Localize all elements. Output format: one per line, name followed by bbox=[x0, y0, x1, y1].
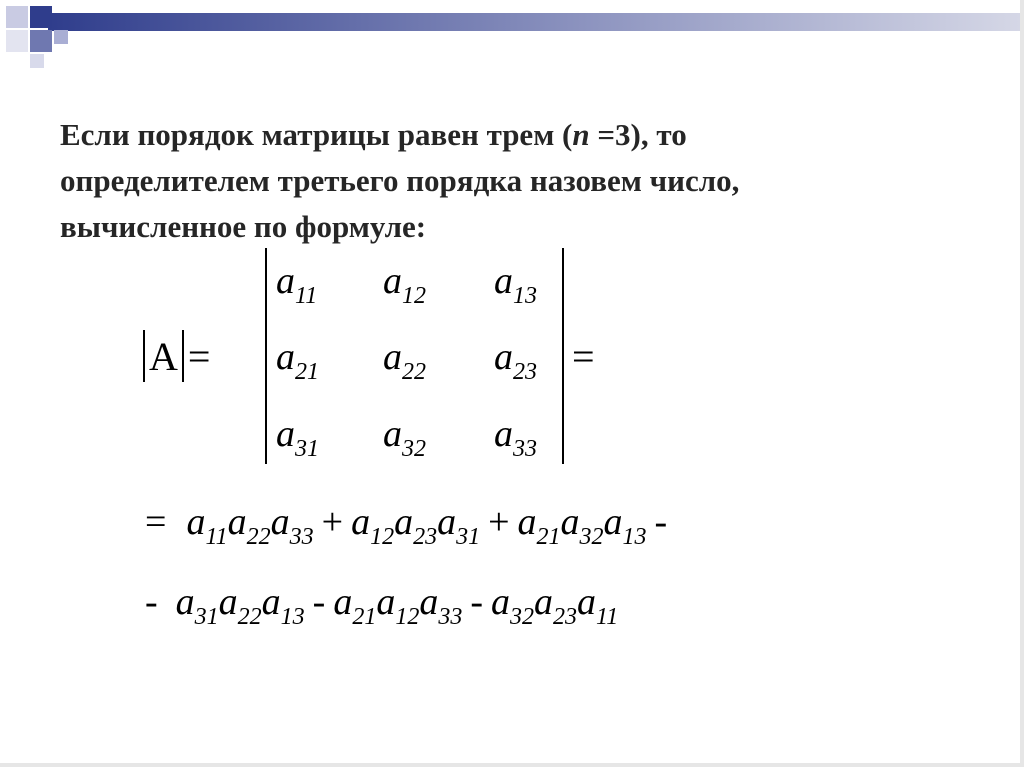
intro-line-1 bbox=[60, 112, 960, 158]
decor-square bbox=[30, 30, 52, 52]
term-base: a bbox=[186, 501, 206, 543]
term-base: a bbox=[394, 501, 414, 543]
cell-subscript: 13 bbox=[513, 283, 537, 309]
term-base: a bbox=[517, 501, 537, 543]
intro-text: =3), то bbox=[589, 117, 687, 152]
intro-paragraph bbox=[60, 112, 960, 250]
product-term bbox=[175, 581, 305, 630]
term-subscript: 32 bbox=[579, 524, 604, 550]
cell-subscript: 12 bbox=[402, 283, 426, 309]
lead-operator: = bbox=[145, 501, 167, 543]
term-base: a bbox=[227, 501, 247, 543]
equals-sign-right: = bbox=[572, 334, 595, 379]
product-term bbox=[333, 581, 463, 630]
matrix-cell bbox=[276, 413, 319, 462]
term-subscript: 32 bbox=[509, 604, 534, 630]
term-base: a bbox=[419, 581, 439, 623]
determinant-label bbox=[143, 330, 210, 382]
intro-text: Если порядок матрицы равен трем ( bbox=[60, 117, 573, 152]
decor-square bbox=[30, 6, 52, 28]
term-subscript: 21 bbox=[352, 604, 377, 630]
term-base: a bbox=[376, 581, 396, 623]
term-base: a bbox=[603, 501, 623, 543]
term-subscript: 11 bbox=[595, 604, 619, 630]
term-subscript: 12 bbox=[395, 604, 420, 630]
term-subscript: 33 bbox=[438, 604, 463, 630]
product-term bbox=[351, 501, 481, 550]
cell-base: a bbox=[383, 336, 402, 378]
product-term bbox=[186, 501, 314, 550]
matrix-cell bbox=[494, 336, 537, 385]
operator: + bbox=[488, 501, 510, 543]
cell-base: a bbox=[276, 336, 295, 378]
term-subscript: 13 bbox=[622, 524, 647, 550]
product-term bbox=[490, 581, 619, 630]
term-base: a bbox=[333, 581, 353, 623]
decor-square bbox=[6, 6, 28, 28]
matrix-cell bbox=[494, 413, 537, 462]
term-subscript: 12 bbox=[370, 524, 395, 550]
operator: - bbox=[470, 581, 483, 623]
cell-base: a bbox=[494, 336, 513, 378]
decor-square bbox=[54, 30, 68, 44]
term-subscript: 21 bbox=[536, 524, 561, 550]
intro-line-2: определителем третьего порядка назовем число, bbox=[60, 163, 740, 198]
lead-operator: - bbox=[145, 581, 158, 623]
term-subscript: 31 bbox=[456, 524, 481, 550]
cell-base: a bbox=[276, 260, 295, 302]
matrix-cell bbox=[383, 260, 426, 309]
term-base: a bbox=[175, 581, 195, 623]
cell-subscript: 23 bbox=[513, 359, 537, 385]
operator: + bbox=[321, 501, 344, 543]
term-subscript: 23 bbox=[552, 604, 577, 630]
cell-base: a bbox=[276, 413, 295, 455]
decor-square bbox=[30, 54, 44, 68]
matrix-cell bbox=[276, 336, 319, 385]
term-base: a bbox=[576, 581, 596, 623]
matrix-cell bbox=[276, 260, 318, 309]
product-term bbox=[517, 501, 647, 550]
intro-line-3: вычисленное по формуле: bbox=[60, 209, 427, 244]
term-base: a bbox=[490, 581, 510, 623]
equals-sign: = bbox=[187, 333, 211, 379]
term-base: a bbox=[218, 581, 238, 623]
term-subscript: 22 bbox=[246, 524, 271, 550]
term-base: a bbox=[270, 501, 290, 543]
cell-subscript: 21 bbox=[295, 359, 319, 385]
expansion-line-2 bbox=[143, 580, 619, 630]
matrix-cell bbox=[383, 413, 426, 462]
term-subscript: 33 bbox=[289, 524, 314, 550]
cell-base: a bbox=[383, 260, 402, 302]
term-base: a bbox=[351, 501, 371, 543]
expansion-line-1 bbox=[143, 500, 675, 550]
cell-subscript: 33 bbox=[513, 436, 537, 462]
determinant-bar-left bbox=[265, 248, 267, 464]
term-subscript: 23 bbox=[413, 524, 438, 550]
term-subscript: 13 bbox=[280, 604, 305, 630]
cell-base: a bbox=[383, 413, 402, 455]
cell-subscript: 32 bbox=[402, 436, 426, 462]
term-base: a bbox=[533, 581, 553, 623]
determinant-bar-right bbox=[562, 248, 564, 464]
header-gradient-bar bbox=[48, 13, 1020, 31]
term-subscript: 31 bbox=[194, 604, 219, 630]
operator: - bbox=[312, 581, 326, 623]
cell-base: a bbox=[494, 413, 513, 455]
variable-n: n bbox=[572, 117, 590, 152]
term-base: a bbox=[261, 581, 281, 623]
operator: - bbox=[654, 501, 668, 543]
decor-square bbox=[6, 30, 28, 52]
term-base: a bbox=[437, 501, 457, 543]
term-base: a bbox=[560, 501, 580, 543]
cell-subscript: 22 bbox=[402, 359, 426, 385]
cell-base: a bbox=[494, 260, 513, 302]
matrix-symbol: A bbox=[149, 333, 178, 379]
matrix-cell bbox=[494, 260, 537, 309]
cell-subscript: 11 bbox=[295, 283, 318, 309]
term-subscript: 22 bbox=[237, 604, 262, 630]
cell-subscript: 31 bbox=[295, 436, 319, 462]
term-subscript: 11 bbox=[205, 524, 228, 550]
matrix-cell bbox=[383, 336, 426, 385]
